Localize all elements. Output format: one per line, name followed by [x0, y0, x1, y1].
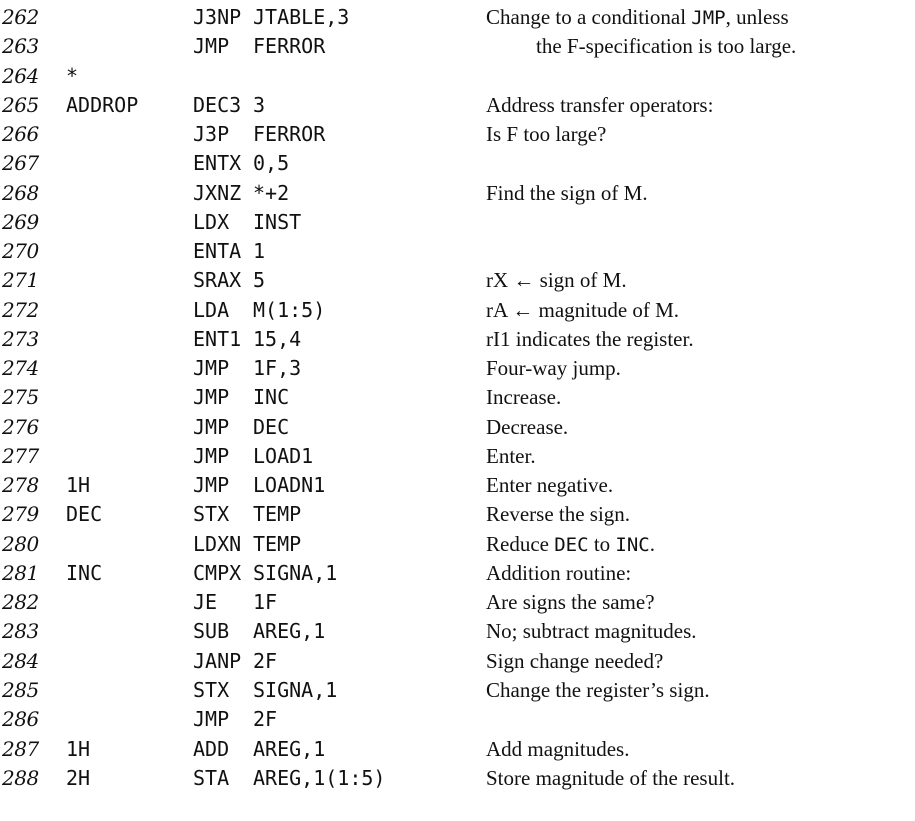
address-field: 0,5 — [253, 151, 290, 176]
address-field: FERROR — [253, 122, 326, 147]
comment-text: . — [649, 531, 655, 556]
comment — [486, 442, 536, 472]
line-number: 278 — [2, 473, 39, 498]
code-line — [0, 91, 915, 120]
code-line — [0, 383, 915, 412]
opcode: JMP — [193, 356, 230, 381]
comment-text: Sign change needed? — [486, 648, 664, 673]
line-number: 269 — [2, 209, 39, 234]
comment-text: Reduce — [486, 531, 555, 556]
code-line — [0, 296, 915, 325]
line-number: 281 — [2, 560, 39, 585]
opcode: ENTA — [193, 239, 242, 264]
code-line — [0, 149, 915, 178]
opcode: J3P — [193, 122, 230, 147]
comment — [486, 676, 710, 706]
comment — [486, 120, 606, 150]
address-field: INC — [253, 385, 290, 410]
opcode: JMP — [193, 473, 230, 498]
address-field: AREG,1 — [253, 619, 326, 644]
address-field: SIGNA,1 — [253, 560, 338, 585]
opcode: CMPX — [193, 560, 242, 585]
opcode: LDXN — [193, 531, 242, 556]
comment — [486, 530, 655, 560]
line-number: 282 — [2, 590, 39, 615]
comment-text: Enter negative. — [486, 473, 614, 498]
opcode: DEC3 — [193, 92, 242, 117]
line-number: 275 — [2, 385, 39, 410]
code-label: INC — [66, 560, 103, 585]
code-line — [0, 3, 915, 32]
line-number: 268 — [2, 180, 39, 205]
comment-text: No; subtract magnitudes. — [486, 619, 697, 644]
code-line — [0, 500, 915, 529]
address-field: TEMP — [253, 531, 302, 556]
comment — [486, 266, 627, 296]
line-number: 264 — [2, 63, 39, 88]
code-line — [0, 471, 915, 500]
address-field: 15,4 — [253, 326, 302, 351]
address-field: *+2 — [253, 180, 290, 205]
comment — [486, 383, 561, 413]
comment — [486, 179, 648, 209]
address-field: LOADN1 — [253, 473, 326, 498]
code-line — [0, 705, 915, 734]
address-field: M(1:5) — [253, 297, 326, 322]
opcode: STX — [193, 677, 230, 702]
comment — [486, 735, 629, 765]
opcode: JMP — [193, 385, 230, 410]
opcode: LDX — [193, 209, 230, 234]
code-line — [0, 237, 915, 266]
comment-text: rI1 indicates the register. — [486, 326, 694, 351]
address-field: AREG,1 — [253, 736, 326, 761]
opcode: JMP — [193, 414, 230, 439]
comment-text: Address transfer operators: — [486, 92, 714, 117]
comment — [486, 588, 655, 618]
line-number: 271 — [2, 268, 39, 293]
address-field: 1F — [253, 590, 278, 615]
opcode: SRAX — [193, 268, 242, 293]
comment-text: Change the register’s sign. — [486, 677, 710, 702]
code-line — [0, 354, 915, 383]
comment-text: Decrease. — [486, 414, 569, 439]
line-number: 280 — [2, 531, 39, 556]
code-line — [0, 735, 915, 764]
code-line — [0, 32, 915, 61]
line-number: 273 — [2, 326, 39, 351]
line-number: 277 — [2, 443, 39, 468]
comment — [486, 764, 735, 794]
code-line — [0, 764, 915, 793]
comment — [486, 647, 663, 677]
comment-text: Find the sign of M. — [486, 180, 648, 205]
comment-text: rX ← sign of M. — [486, 268, 627, 293]
comment-text: Increase. — [486, 385, 562, 410]
opcode: JE — [193, 590, 218, 615]
address-field: 1 — [253, 239, 266, 264]
address-field: FERROR — [253, 34, 326, 59]
opcode: LDA — [193, 297, 230, 322]
opcode: JMP — [193, 34, 230, 59]
comment-text: Add magnitudes. — [486, 736, 630, 761]
address-field: DEC — [253, 414, 290, 439]
comment-text: rA ← magnitude of M. — [486, 297, 680, 322]
code-line — [0, 559, 915, 588]
code-line — [0, 120, 915, 149]
code-line — [0, 647, 915, 676]
comment — [486, 617, 697, 647]
code-line — [0, 62, 915, 91]
code-label: * — [66, 63, 79, 88]
comment — [486, 413, 568, 443]
address-field: 3 — [253, 92, 266, 117]
comment-text: Addition routine: — [486, 560, 632, 585]
address-field: TEMP — [253, 502, 302, 527]
line-number: 285 — [2, 677, 39, 702]
comment — [486, 500, 630, 530]
opcode: JMP — [193, 707, 230, 732]
code-label: DEC — [66, 502, 103, 527]
code-label: 2H — [66, 765, 91, 790]
line-number: 279 — [2, 502, 39, 527]
opcode: STX — [193, 502, 230, 527]
code-label: ADDROP — [66, 92, 139, 117]
code-line — [0, 208, 915, 237]
address-field: 2F — [253, 707, 278, 732]
address-field: 5 — [253, 268, 266, 293]
line-number: 263 — [2, 34, 39, 59]
code-line — [0, 179, 915, 208]
line-number: 287 — [2, 736, 39, 761]
code-line — [0, 266, 915, 295]
line-number: 266 — [2, 122, 39, 147]
opcode: ENTX — [193, 151, 242, 176]
code-line — [0, 617, 915, 646]
line-number: 286 — [2, 707, 39, 732]
inline-code: INC — [615, 533, 650, 556]
code-line — [0, 530, 915, 559]
comment-text: Is F too large? — [486, 122, 607, 147]
opcode: SUB — [193, 619, 230, 644]
inline-code: DEC — [554, 533, 589, 556]
address-field: JTABLE,3 — [253, 5, 350, 29]
opcode: JANP — [193, 648, 242, 673]
line-number: 265 — [2, 92, 39, 117]
line-number: 274 — [2, 356, 39, 381]
address-field: LOAD1 — [253, 443, 314, 468]
comment-text: Four-way jump. — [486, 356, 621, 381]
comment-text: Are signs the same? — [486, 590, 655, 615]
line-number: 288 — [2, 765, 39, 790]
comment — [486, 559, 631, 589]
line-number: 284 — [2, 648, 39, 673]
address-field: 2F — [253, 648, 278, 673]
line-number: 262 — [2, 5, 39, 29]
comment — [486, 3, 789, 33]
comment-text: Enter. — [486, 443, 536, 468]
comment-text: to — [588, 531, 616, 556]
opcode: STA — [193, 765, 230, 790]
address-field: INST — [253, 209, 302, 234]
line-number: 272 — [2, 297, 39, 322]
opcode: J3NP — [193, 5, 242, 29]
code-label: 1H — [66, 736, 91, 761]
comment — [486, 354, 621, 384]
inline-code: JMP — [691, 7, 726, 29]
opcode: ADD — [193, 736, 230, 761]
code-line — [0, 442, 915, 471]
code-line — [0, 676, 915, 705]
code-line — [0, 325, 915, 354]
comment-text: Reverse the sign. — [486, 502, 631, 527]
code-line — [0, 413, 915, 442]
address-field: AREG,1(1:5) — [253, 765, 386, 790]
line-number: 276 — [2, 414, 39, 439]
comment — [536, 32, 796, 62]
line-number: 267 — [2, 151, 39, 176]
line-number: 283 — [2, 619, 39, 644]
code-line — [0, 588, 915, 617]
address-field: 1F,3 — [253, 356, 302, 381]
code-label: 1H — [66, 473, 91, 498]
opcode: ENT1 — [193, 326, 242, 351]
comment-text: the F-specification is too large. — [536, 34, 797, 59]
line-number: 270 — [2, 239, 39, 264]
comment-text: Store magnitude of the result. — [486, 765, 736, 790]
comment-text: , unless — [725, 5, 789, 29]
opcode: JXNZ — [193, 180, 242, 205]
comment — [486, 91, 713, 121]
address-field: SIGNA,1 — [253, 677, 338, 702]
comment — [486, 325, 694, 355]
comment — [486, 296, 679, 326]
comment-text: Change to a conditional — [486, 5, 692, 29]
comment — [486, 471, 613, 501]
opcode: JMP — [193, 443, 230, 468]
